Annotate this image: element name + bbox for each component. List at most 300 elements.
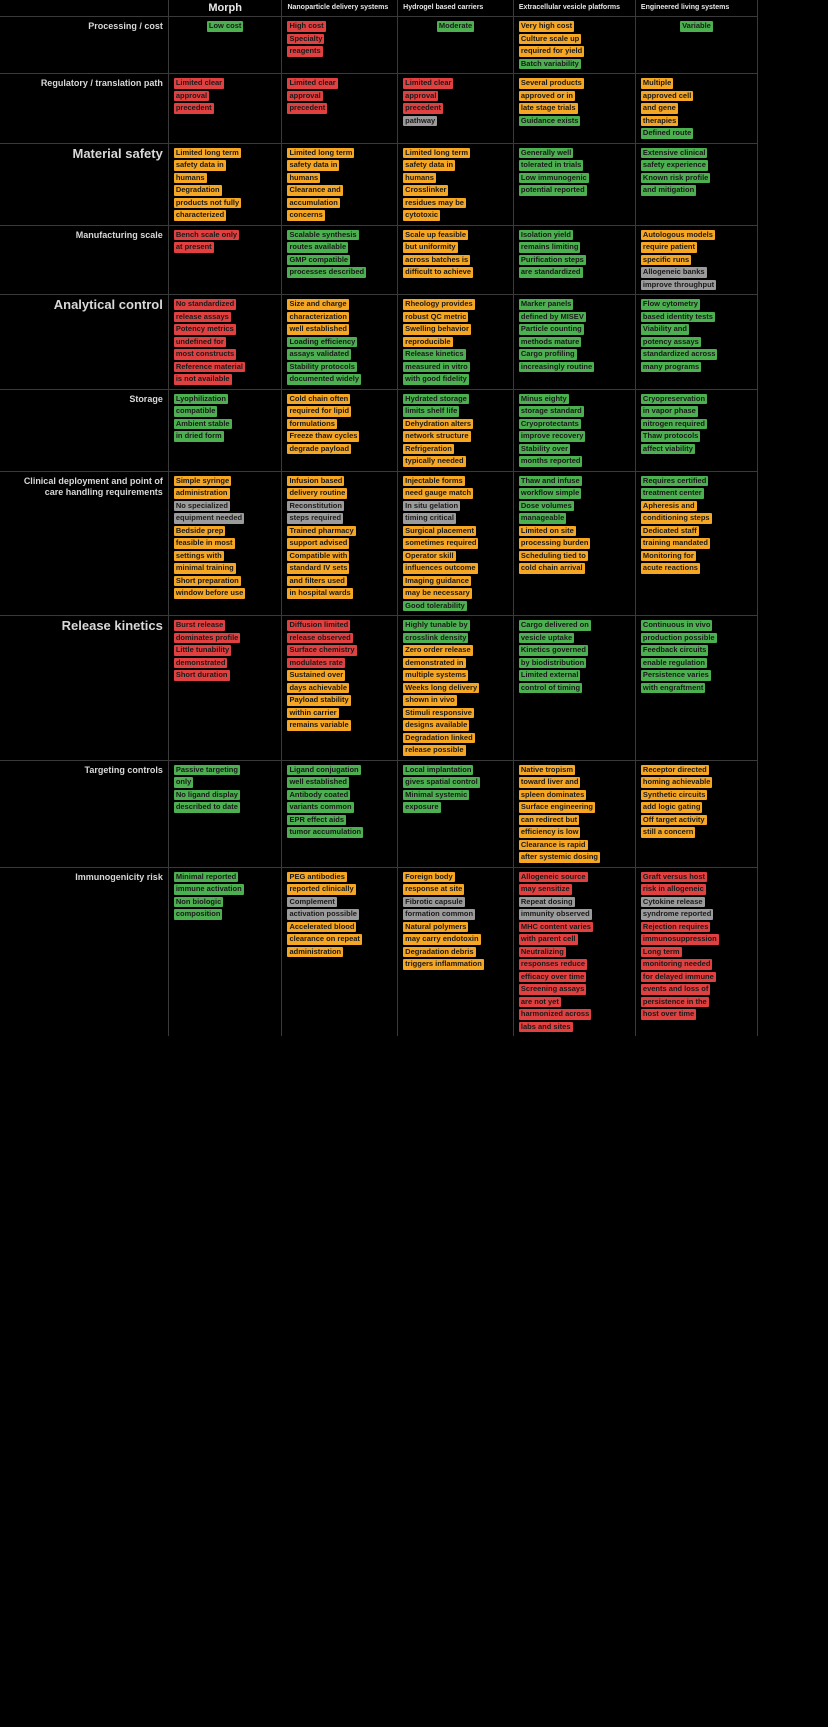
status-badge: feasible in most	[175, 538, 233, 547]
cell-content	[403, 620, 508, 756]
status-badge: may carry endotoxin	[405, 934, 479, 943]
status-badge: across batches is	[405, 254, 469, 264]
status-badge: Cytokine release	[642, 896, 703, 906]
status-badge: assays validated	[289, 349, 350, 358]
status-badge: vesicle uptake	[520, 632, 573, 642]
status-badge: difficult to achieve	[405, 267, 472, 276]
status-badge: administration	[175, 488, 228, 497]
status-badge: Neutralizing	[520, 946, 564, 956]
status-badge: immunosuppression	[642, 934, 717, 943]
status-badge: High cost	[289, 21, 324, 30]
status-badge: Reference material	[175, 361, 243, 371]
status-badge: for delayed immune	[642, 971, 714, 981]
cell-content	[519, 620, 630, 693]
status-badge: Degradation debris	[405, 946, 474, 956]
row-label: Immunogenicity risk	[0, 867, 168, 1036]
table-cell	[282, 295, 398, 390]
cell-content	[641, 21, 752, 32]
status-badge: approved cell	[642, 90, 692, 100]
table-row	[0, 143, 758, 225]
header-cell-2: Nanoparticle delivery systems	[282, 0, 398, 17]
status-badge: Minimal reported	[175, 871, 237, 881]
cell-content	[287, 148, 392, 221]
cell-content	[174, 148, 277, 221]
status-badge: GMP compatible	[289, 254, 349, 264]
table-cell	[398, 389, 514, 471]
status-badge: No ligand display	[175, 789, 238, 799]
table-cell	[398, 760, 514, 867]
status-badge: Local implantation	[405, 764, 472, 774]
status-badge: Limited long term	[175, 147, 239, 157]
status-badge: well established	[289, 777, 347, 786]
cell-content	[641, 872, 752, 1020]
table-cell	[635, 143, 757, 225]
status-badge: spleen dominates	[520, 789, 585, 799]
status-badge: Highly tunable by	[405, 620, 468, 629]
status-badge: Flow cytometry	[642, 299, 698, 308]
cell-content	[519, 394, 630, 467]
status-badge: immune activation	[175, 884, 242, 893]
cell-content	[174, 476, 277, 599]
status-badge: Particle counting	[520, 324, 582, 333]
status-badge: by biodistribution	[520, 657, 585, 667]
cell-content	[403, 148, 508, 221]
table-cell	[635, 471, 757, 616]
status-badge: Short duration	[175, 670, 228, 679]
status-badge: Zero order release	[405, 645, 471, 654]
status-badge: cytotoxic	[405, 210, 439, 219]
table-cell	[635, 225, 757, 295]
status-badge: acute reactions	[642, 563, 698, 572]
status-badge: Cargo profiling	[520, 349, 575, 358]
table-cell	[635, 295, 757, 390]
status-badge: described to date	[175, 802, 238, 811]
table-cell	[398, 143, 514, 225]
status-badge: safety experience	[642, 160, 706, 169]
status-badge: undefined for	[175, 336, 224, 346]
status-badge: MHC content varies	[520, 921, 591, 931]
status-badge: multiple systems	[405, 670, 467, 679]
status-badge: Bench scale only	[175, 229, 238, 239]
cell-content	[403, 21, 508, 32]
status-badge: reproducible	[405, 336, 451, 346]
status-badge: production possible	[642, 632, 715, 642]
cell-content	[519, 148, 630, 196]
status-badge: improve throughput	[642, 279, 715, 289]
status-badge: Fibrotic capsule	[405, 896, 463, 906]
status-badge: many programs	[642, 361, 700, 371]
cell-content	[641, 299, 752, 372]
table-cell	[282, 760, 398, 867]
status-badge: Requires certified	[642, 475, 707, 485]
table-cell	[635, 17, 757, 74]
status-badge: formation common	[405, 909, 474, 918]
status-badge: support advised	[289, 538, 348, 547]
status-badge: release assays	[175, 311, 229, 321]
status-badge: is not available	[175, 374, 230, 383]
status-badge: Cryoprotectants	[520, 418, 579, 428]
status-badge: clearance on repeat	[289, 934, 360, 943]
status-badge: Operator skill	[405, 550, 454, 560]
status-badge: days achievable	[289, 682, 347, 692]
table-cell	[168, 225, 282, 295]
status-badge: robust QC metric	[405, 311, 467, 321]
status-badge: Low cost	[208, 21, 242, 30]
status-badge: therapies	[642, 115, 677, 125]
table-row	[0, 760, 758, 867]
status-badge: Several products	[520, 78, 582, 87]
cell-content	[641, 230, 752, 291]
cell-content	[519, 299, 630, 372]
status-badge: and filters used	[289, 575, 345, 585]
status-badge: but uniformity	[405, 242, 456, 251]
status-badge: Burst release	[175, 620, 224, 629]
cell-content	[287, 21, 392, 57]
table-cell	[635, 74, 757, 144]
status-badge: Specialty	[289, 33, 323, 43]
table-cell	[168, 616, 282, 761]
status-badge: Autologous models	[642, 229, 713, 239]
cell-content	[641, 620, 752, 693]
status-badge: Moderate	[438, 21, 473, 30]
status-badge: safety data in	[405, 160, 454, 169]
row-label: Analytical control	[0, 295, 168, 390]
status-badge: Dedicated staff	[642, 525, 697, 535]
status-badge: Limited long term	[405, 147, 469, 157]
status-badge: Swelling behavior	[405, 324, 469, 333]
status-badge: delivery routine	[289, 488, 346, 497]
status-badge: required for lipid	[289, 406, 350, 415]
status-badge: homing achievable	[642, 777, 711, 786]
status-badge: Very high cost	[520, 21, 573, 30]
header-cell-4: Extracellular vesicle platforms	[513, 0, 635, 17]
status-badge: remains variable	[289, 720, 349, 729]
status-badge: are standardized	[520, 267, 581, 276]
status-badge: well established	[289, 324, 347, 333]
status-badge: months reported	[520, 456, 581, 465]
status-badge: Release kinetics	[405, 349, 464, 358]
status-badge: need gauge match	[405, 488, 472, 497]
status-badge: Guidance exists	[520, 115, 579, 125]
status-badge: compatible	[175, 406, 216, 415]
table-row	[0, 295, 758, 390]
table-cell	[513, 74, 635, 144]
table-cell	[168, 74, 282, 144]
status-badge: can redirect but	[520, 814, 578, 824]
table-cell	[513, 616, 635, 761]
row-label: Release kinetics	[0, 616, 168, 761]
status-badge: Monitoring for	[642, 550, 694, 560]
header-cell-3: Hydrogel based carriers	[398, 0, 514, 17]
status-badge: Non biologic	[175, 896, 222, 906]
status-badge: measured in vitro	[405, 361, 468, 371]
status-badge: conditioning steps	[642, 513, 710, 522]
status-badge: Allogeneic source	[520, 871, 586, 881]
status-badge: release observed	[289, 632, 351, 642]
cell-content	[641, 78, 752, 139]
status-badge: monitoring needed	[642, 959, 711, 968]
status-badge: Simple syringe	[175, 475, 230, 485]
status-badge: may sensitize	[520, 884, 570, 893]
row-label: Regulatory / translation path	[0, 74, 168, 144]
cell-content	[174, 230, 277, 253]
status-badge: standard IV sets	[289, 563, 348, 572]
status-badge: Degradation linked	[405, 732, 473, 742]
table-cell	[168, 471, 282, 616]
status-badge: within carrier	[289, 707, 337, 717]
status-badge: settings with	[175, 550, 222, 560]
cell-content	[403, 78, 508, 126]
status-badge: Passive targeting	[175, 764, 238, 774]
status-badge: PEG antibodies	[289, 871, 345, 881]
status-badge: Continuous in vivo	[642, 620, 711, 629]
status-badge: concerns	[289, 210, 323, 219]
status-badge: humans	[175, 172, 205, 182]
status-badge: pathway	[405, 115, 436, 125]
status-badge: with engraftment	[642, 682, 704, 692]
status-badge: Persistence varies	[642, 670, 709, 679]
status-badge: Refrigeration	[405, 443, 452, 453]
status-badge: Rheology provides	[405, 299, 473, 308]
status-badge: Payload stability	[289, 695, 349, 704]
status-badge: Allogeneic banks	[642, 267, 705, 276]
table-cell	[282, 389, 398, 471]
status-badge: efficiency is low	[520, 827, 579, 836]
status-badge: Dose volumes	[520, 500, 572, 510]
status-badge: Surface engineering	[520, 802, 593, 811]
status-badge: Thaw and infuse	[520, 475, 580, 485]
table-cell	[168, 17, 282, 74]
status-badge: Viability and	[642, 324, 687, 333]
status-badge: required for yield	[520, 46, 583, 55]
status-badge: variants common	[289, 802, 352, 811]
status-badge: Isolation yield	[520, 229, 571, 239]
status-badge: typically needed	[405, 456, 464, 465]
status-badge: Multiple	[642, 78, 672, 87]
status-badge: Limited on site	[520, 525, 574, 535]
status-badge: Batch variability	[520, 58, 579, 68]
table-cell	[398, 867, 514, 1036]
status-badge: Stability over	[520, 443, 568, 453]
status-badge: Generally well	[520, 147, 572, 157]
status-badge: affect viability	[642, 443, 693, 453]
cell-content	[287, 299, 392, 385]
status-badge: Cold chain often	[289, 393, 349, 403]
table-cell	[513, 471, 635, 616]
status-badge: Low immunogenic	[520, 172, 587, 182]
status-badge: characterization	[289, 311, 347, 321]
status-badge: accumulation	[289, 197, 338, 207]
table-cell	[398, 616, 514, 761]
status-badge: cold chain arrival	[520, 563, 583, 572]
status-badge: Loading efficiency	[289, 336, 356, 346]
status-badge: Surface chemistry	[289, 645, 355, 654]
status-badge: Freeze thaw cycles	[289, 431, 358, 440]
status-badge: approval	[175, 90, 208, 100]
status-badge: Apheresis and	[642, 500, 695, 510]
status-badge: reagents	[289, 46, 321, 55]
cell-content	[287, 765, 392, 838]
status-badge: enable regulation	[642, 657, 706, 667]
status-badge: Cryopreservation	[642, 393, 706, 403]
table-cell	[282, 471, 398, 616]
table-cell	[398, 295, 514, 390]
status-badge: Minus eighty	[520, 393, 567, 403]
status-badge: improve recovery	[520, 431, 584, 440]
status-badge: dominates profile	[175, 632, 239, 642]
row-label: Clinical deployment and point of care handling requirements	[0, 471, 168, 616]
status-badge: Reconstitution	[289, 500, 342, 510]
status-badge: Culture scale up	[520, 33, 580, 43]
header-cell-0	[0, 0, 168, 17]
status-badge: Infusion based	[289, 475, 343, 485]
status-badge: harmonized across	[520, 1009, 590, 1018]
status-badge: humans	[289, 172, 319, 182]
cell-content	[403, 230, 508, 278]
status-badge: demonstrated in	[405, 657, 464, 667]
status-badge: Receptor directed	[642, 764, 707, 774]
table-cell	[282, 616, 398, 761]
status-badge: Minimal systemic	[405, 789, 468, 799]
status-badge: methods mature	[520, 336, 580, 346]
status-badge: precedent	[289, 103, 326, 112]
header-cell-5: Engineered living systems	[635, 0, 757, 17]
table-cell	[168, 389, 282, 471]
status-badge: Limited clear	[405, 78, 452, 87]
status-badge: characterized	[175, 210, 225, 219]
cell-content	[519, 78, 630, 126]
table-cell	[398, 74, 514, 144]
table-row	[0, 616, 758, 761]
status-badge: training mandated	[642, 538, 708, 547]
status-badge: control of timing	[520, 682, 581, 692]
status-badge: Feedback circuits	[642, 645, 707, 654]
cell-content	[403, 394, 508, 467]
status-badge: Weeks long delivery	[405, 682, 478, 692]
status-badge: efficacy over time	[520, 971, 585, 981]
row-label: Processing / cost	[0, 17, 168, 74]
status-badge: Antibody coated	[289, 789, 349, 799]
status-badge: Screening assays	[520, 984, 585, 993]
status-badge: Trained pharmacy	[289, 525, 354, 535]
status-badge: approved or in	[520, 90, 573, 100]
cell-content	[519, 476, 630, 574]
cell-content	[403, 872, 508, 970]
status-badge: Natural polymers	[405, 921, 467, 931]
status-badge: syndrome reported	[642, 909, 712, 918]
cell-content	[519, 21, 630, 69]
status-badge: No specialized	[175, 500, 228, 510]
status-badge: products not fully	[175, 197, 240, 207]
status-badge: most constructs	[175, 349, 235, 358]
status-badge: toward liver and	[520, 777, 579, 786]
cell-content	[287, 230, 392, 278]
table-cell	[282, 143, 398, 225]
status-badge: Potency metrics	[175, 324, 234, 333]
table-row	[0, 389, 758, 471]
table-cell	[513, 760, 635, 867]
status-badge: Little tunability	[175, 645, 230, 654]
table-cell	[513, 225, 635, 295]
table-row	[0, 17, 758, 74]
status-badge: Limited clear	[175, 78, 223, 87]
table-cell	[635, 867, 757, 1036]
table-cell	[282, 225, 398, 295]
table-cell	[513, 389, 635, 471]
status-badge: minimal training	[175, 563, 234, 572]
status-badge: window before use	[175, 588, 244, 597]
status-badge: after systemic dosing	[520, 852, 598, 861]
status-badge: are not yet	[520, 996, 559, 1006]
status-badge: standardized across	[642, 349, 716, 358]
status-badge: tolerated in trials	[520, 160, 582, 169]
status-badge: Complement	[289, 896, 335, 906]
status-badge: only	[175, 777, 192, 786]
status-badge: humans	[405, 172, 434, 182]
status-badge: Scheduling tied to	[520, 550, 586, 560]
status-badge: equipment needed	[175, 513, 243, 522]
status-badge: precedent	[175, 103, 212, 112]
table-row	[0, 471, 758, 616]
status-badge: crosslink density	[405, 632, 467, 642]
cell-content	[174, 21, 277, 32]
cell-content	[641, 394, 752, 455]
status-badge: Ligand conjugation	[289, 764, 359, 774]
status-badge: Off target activity	[642, 814, 705, 824]
status-badge: specific runs	[642, 254, 690, 264]
status-badge: network structure	[405, 431, 469, 440]
status-badge: Thaw protocols	[642, 431, 699, 440]
table-cell	[282, 17, 398, 74]
cell-content	[287, 620, 392, 731]
status-badge: degrade payload	[289, 443, 350, 453]
status-badge: formulations	[289, 418, 335, 428]
status-badge: Hydrated storage	[405, 393, 467, 403]
status-badge: Purification steps	[520, 254, 584, 264]
status-badge: reported clinically	[289, 884, 354, 893]
status-badge: processing burden	[520, 538, 589, 547]
status-badge: EPR effect aids	[289, 814, 345, 824]
table-cell	[513, 17, 635, 74]
status-badge: Extensive clinical	[642, 147, 706, 157]
cell-content	[287, 476, 392, 599]
status-badge: potential reported	[520, 185, 585, 194]
status-badge: gives spatial control	[405, 777, 478, 786]
table-cell	[282, 867, 398, 1036]
status-badge: activation possible	[289, 909, 357, 918]
cell-content	[519, 230, 630, 278]
table-cell	[513, 295, 635, 390]
row-label: Material safety	[0, 143, 168, 225]
status-badge: may be necessary	[405, 588, 470, 597]
cell-content	[174, 620, 277, 681]
status-badge: Variable	[682, 21, 711, 30]
cell-content	[174, 872, 277, 920]
status-badge: immunity observed	[520, 909, 590, 918]
status-badge: storage standard	[520, 406, 582, 415]
cell-content	[174, 299, 277, 385]
status-badge: Stability protocols	[289, 361, 355, 371]
status-badge: late stage trials	[520, 103, 576, 112]
status-badge: treatment center	[642, 488, 702, 497]
status-badge: Short preparation	[175, 575, 239, 585]
status-badge: designs available	[405, 720, 468, 729]
status-badge: Crosslinker	[405, 185, 447, 194]
status-badge: approval	[405, 90, 437, 100]
status-badge: exposure	[405, 802, 439, 811]
header-cell-1: Morph	[168, 0, 282, 17]
status-badge: composition	[175, 909, 221, 918]
